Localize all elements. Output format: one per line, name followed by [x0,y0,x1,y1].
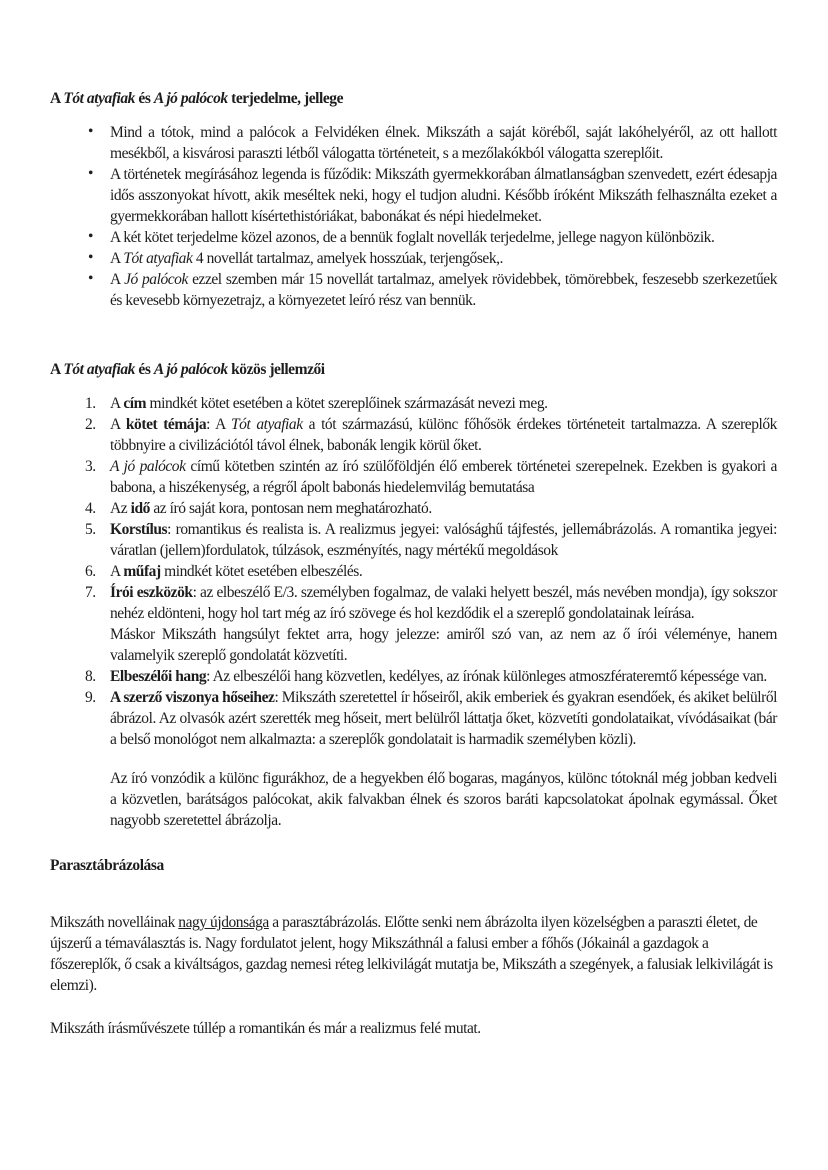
heading-peasant-depiction: Parasztábrázolása [50,857,164,874]
item-number: 2. [85,416,96,433]
item-text: A jó palócok című kötetben szintén az író szülőföldjén élő emberek történetei szerepelnek. Ezekben is gyakori a babona, a hiszékenység, a régről ápolt babonás hiedelemvilág bemutatása [110,458,777,496]
closing-paragraph: Az író vonzódik a különc figurákhoz, de a hegyekben élő bogaras, magányos, különc tótoknál még jobban kedveli a közvetlen, barátságos palócokat, akik falvakban élnek és szoros baráti kapcsolatokat ápolnak egymással. Őket nagyobb szeretettel ábrázolja. [110,770,777,829]
list-item [50,269,777,311]
bullet-text: A Jó palócok ezzel szemben már 15 novellát tartalmaz, amelyek rövidebbek, tömörebbek, feszesebb szerkezetűek és kevesebb környezetrajz, a környezetet leíró rész van bennük. [110,271,777,309]
bullet-icon: • [88,123,93,140]
numbered-list [50,393,777,750]
lead-paragraph: Mikszáth novelláinak nagy újdonsága a parasztábrázolás. Előtte senki nem ábrázolta ilyen közelségben a paraszti életet, de újszerű a témaválasztás is. Nagy fordulatot jelent, hogy Mikszáthnál a falusi ember a főhős (Jókainál a gazdagok a főszereplők, ő csak a kiváltságos, gazdag nemesi réteg lelkivilágát mutatja be, Mikszáth a szegények, a falusiak lelkivilágát is elemzi). [50,914,773,994]
list-item [50,561,777,582]
item-text-continued: Máskor Mikszáth hangsúlyt fektet arra, hogy jelezze: amiről szó van, az nem az ő írói véleménye, hanem valamelyik szereplő gondolatát közvetíti. [110,626,777,664]
item-text: Az idő az író saját kora, pontosan nem meghatározható. [110,500,432,517]
item-number: 9. [85,689,96,706]
item-number: 3. [85,458,96,475]
list-item [50,227,777,248]
item-number: 8. [85,668,96,685]
item-text: A műfaj mindkét kötet esetében elbeszélés. [110,563,363,580]
bullet-icon: • [88,165,93,182]
list-item [50,414,777,456]
item-text: A kötet témája: A Tót atyafiak a tót származású, különc főhősök érdekes történeteit tartalmazza. A szereplők többnyire a civilizációtól távol élnek, babonák lengik körül őket. [110,416,777,454]
list-item [50,248,777,269]
heading-common-traits: A Tót atyafiak és A jó palócok közös jellemzői [50,361,325,378]
list-item [50,456,777,498]
list-item [50,393,777,414]
heading-extent: A Tót atyafiak és A jó palócok terjedelme, jellege [50,90,344,107]
bullet-list [50,122,777,311]
bullet-text: Mind a tótok, mind a palócok a Felvidéken élnek. Mikszáth a saját köréből, saját lakóhelyéről, az ott hallott mesékből, a kisvárosi paraszti létből válogatta történeteit, s a mezőlakókból válogatta szereplőit. [110,124,777,162]
list-item [50,687,777,750]
item-text: Írói eszközök: az elbeszélő E/3. személyben fogalmaz, de valaki helyett beszél, más nevében mondja), így sokszor nehéz eldönteni, hogy hol tart még az író szövege és hol kezdődik el a szereplő gondolatainak leírása. [110,584,777,622]
list-item [50,519,777,561]
item-text: A cím mindkét kötet esetében a kötet szereplőinek származását nevezi meg. [110,395,548,412]
item-number: 1. [85,395,96,412]
item-number: 6. [85,563,96,580]
list-item [50,164,777,227]
item-text: Korstílus: romantikus és realista is. A realizmus jegyei: valósághű tájfestés, jellemábrázolás. A romantika jegyei: váratlan (jellem)fordulatok, túlzások, eszményítés, nagy mértékű megoldások [110,521,777,559]
item-number: 7. [85,584,96,601]
item-text: A szerző viszonya hőseihez: Mikszáth szeretettel ír hőseiről, akik emberiek és gyakran esendőek, és akiket belülről ábrázol. Az olvasók azért szerették meg hőseit, mert belülről láttatja őket, közvetíti gondolataikat, vívódásaikat (bár a belső monológot nem alkalmazta: a szereplők gondolatait is harmadik személyben közli). [110,689,778,748]
item-text: Elbeszélői hang: Az elbeszélői hang közvetlen, kedélyes, az írónak különleges atmoszférateremtő képessége van. [110,668,767,685]
final-paragraph: Mikszáth írásművészete túllép a romantikán és már a realizmus felé mutat. [50,1020,481,1037]
bullet-icon: • [88,228,93,245]
bullet-text: A két kötet terjedelme közel azonos, de a bennük foglalt novellák terjedelme, jellege nagyon különbözik. [110,229,715,246]
list-item [50,498,777,519]
bullet-text: A történetek megírásához legenda is fűződik: Mikszáth gyermekkorában álmatlanságban szenvedett, ezért édesapja idős asszonyokat hívott, akik meséltek neki, hogy el tudjon aludni. Később íróként Mikszáth felhasználta ezeket a gyermekkorában hallott kísértethistóriákat, babonákat és népi hiedelmeket. [110,166,777,225]
list-item [50,582,777,666]
bullet-text: A Tót atyafiak 4 novellát tartalmaz, amelyek hosszúak, terjengősek,. [110,250,503,267]
bullet-icon: • [88,249,93,266]
item-number: 5. [85,521,96,538]
item-number: 4. [85,500,96,517]
bullet-icon: • [88,270,93,287]
list-item [50,122,777,164]
list-item [50,666,777,687]
